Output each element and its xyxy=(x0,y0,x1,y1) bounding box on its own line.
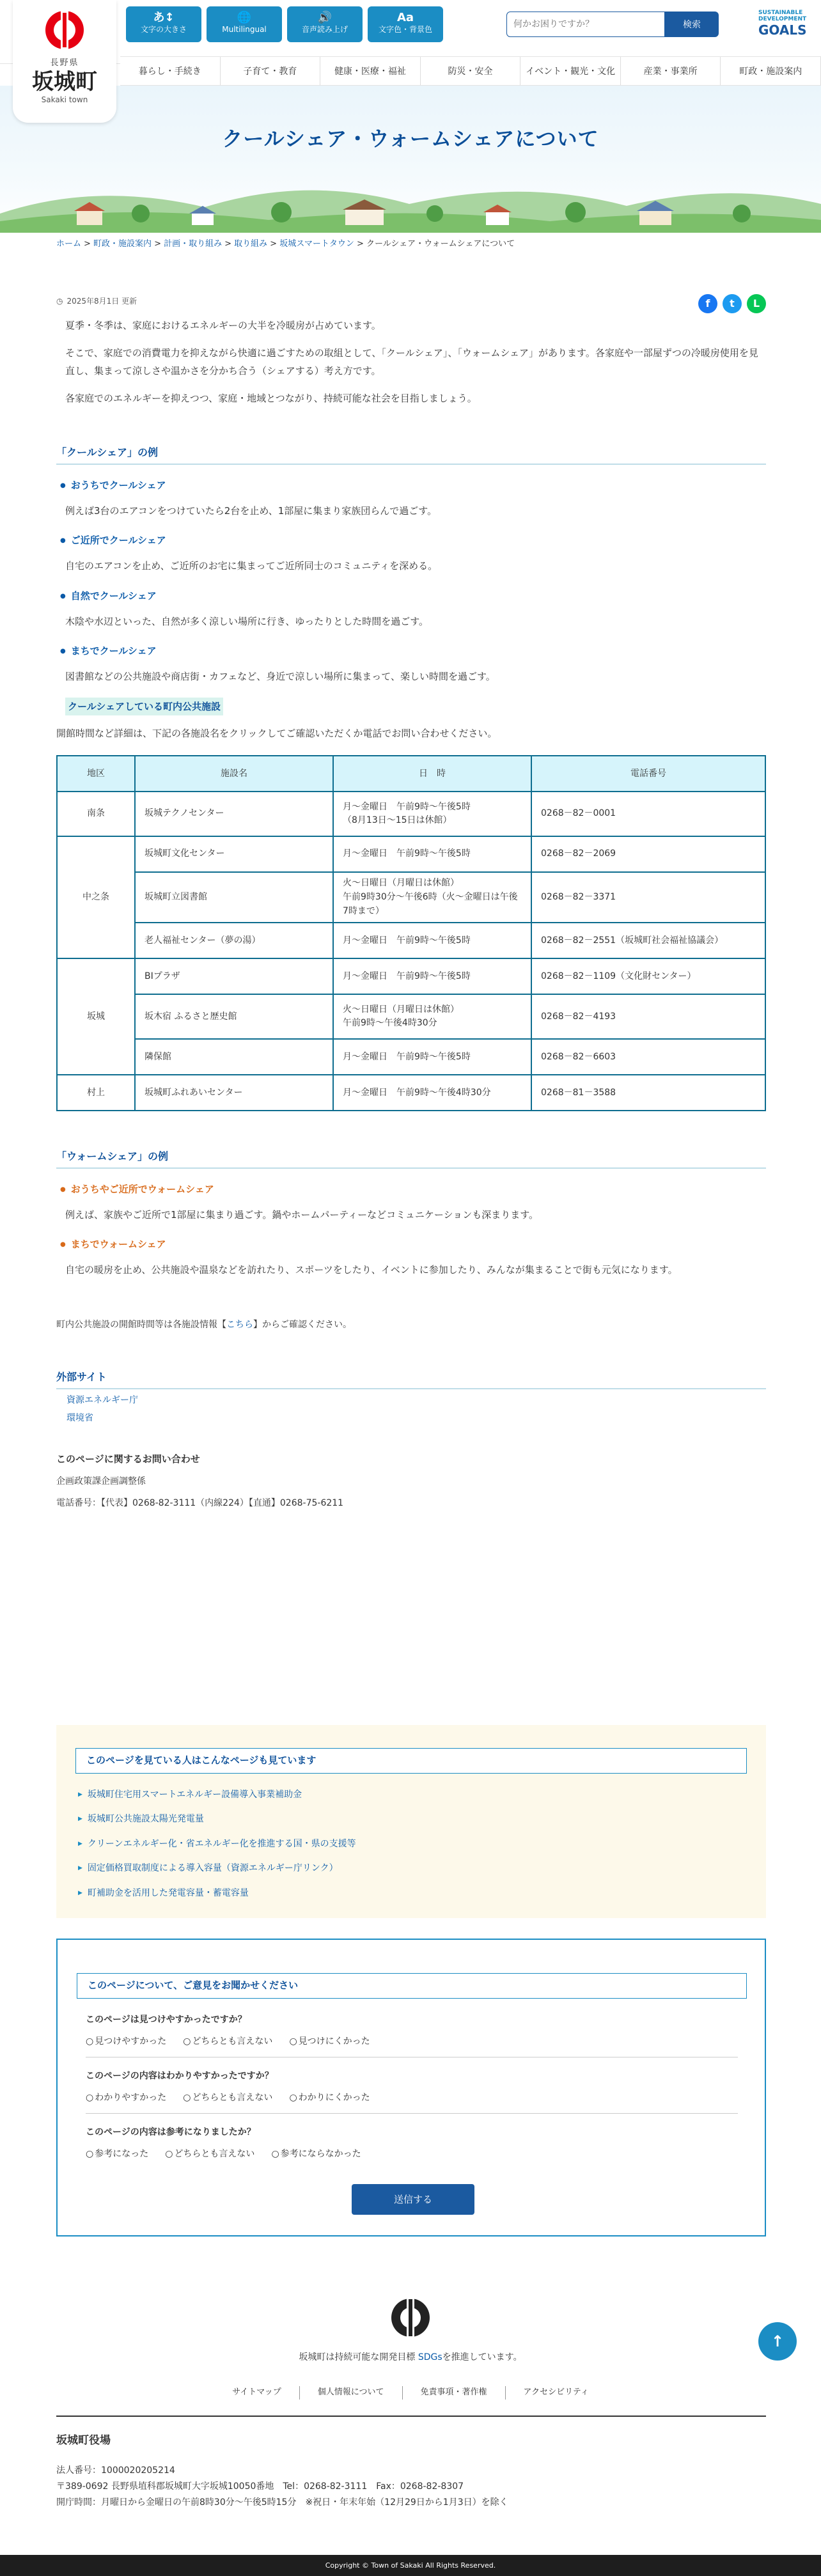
facilities-label: クールシェアしている町内公共施設 xyxy=(65,698,223,715)
sdgs-pre: 坂城町は持続可能な開発目標 xyxy=(299,2352,418,2362)
page-top-button[interactable]: ↑ xyxy=(758,2322,797,2361)
question-text: このページの内容はわかりやすかったですか？ xyxy=(86,2071,274,2081)
inquiry-title: このページに関するお問い合わせ xyxy=(56,1453,200,1465)
radio-option[interactable]: ○ どちらとも言えない xyxy=(183,2036,272,2047)
radio-option[interactable]: ○ どちらとも言えない xyxy=(165,2149,254,2159)
question-text: このページの内容は参考になりましたか？ xyxy=(86,2127,256,2137)
facility-name[interactable]: 坂城テクノセンター xyxy=(135,792,333,836)
intro-text: そこで、家庭での消費電力を抑えながら快適に過ごすための取組として、「クールシェア」、「ウォームシェア」があります。各家庭や一部屋ずつの冷暖房使用を見直し、集まって涼しさや温かさを分かち合う（シェアする）考え方です。 xyxy=(65,347,758,377)
external-link[interactable]: 資源エネルギー庁 xyxy=(66,1394,138,1405)
related-item xyxy=(78,1886,356,1900)
office-address: 〒389-0692 長野県埴科郡坂城町大字坂城10050番地 Tel：0268-82-3111 Fax：0268-82-8307 xyxy=(56,2481,464,2492)
cool-share-heading: 「クールシェア」の例 xyxy=(56,444,766,465)
intro-text: 各家庭でのエネルギーを抑えつつ、家庭・地域とつながり、持続可能な社会を目指しましょう。 xyxy=(65,392,477,404)
cool-item-desc: 自宅のエアコンを止め、ご近所のお宅に集まってご近所同士のコミュニティを深める。 xyxy=(65,560,438,572)
submit-button[interactable]: 送信する xyxy=(352,2184,474,2215)
facility-tel: 0268－82－2069 xyxy=(531,836,765,872)
globe-icon: 🌐 xyxy=(237,11,252,24)
public-note-pre: 町内公共施設の開館時間等は各施設情報【 xyxy=(56,1319,226,1330)
office-hours: 開庁時間：月曜日から金曜日の午前8時30分～午後5時15分 ※祝日・年末年始（12月29日から1月3日）を除く xyxy=(56,2497,508,2508)
external-link[interactable]: 環境省 xyxy=(66,1413,93,1424)
table-row xyxy=(57,923,765,958)
table-row xyxy=(57,1075,765,1111)
survey-question xyxy=(86,2013,738,2057)
facilities-note: 開館時間など詳細は、下記の各施設名をクリックしてご確認いただくか電話でお問い合わせください。 xyxy=(56,727,497,739)
related-heading: このページを見ている人はこんなページも見ています xyxy=(75,1748,747,1774)
speaker-icon: 🔊 xyxy=(317,11,332,24)
related-link[interactable]: 固定価格買取制度による導入容量（資源エネルギー庁リンク） xyxy=(87,1863,338,1874)
sdgs-line1: SUSTAINABLE xyxy=(758,10,803,16)
footer-divider xyxy=(56,2416,766,2417)
font-size-label: 文字の大きさ xyxy=(140,25,187,35)
radio-option[interactable]: ○ 参考にならなかった xyxy=(271,2149,361,2159)
town-mark-icon xyxy=(382,2295,439,2340)
office-name: 坂城町役場 xyxy=(56,2434,111,2447)
table-row xyxy=(57,958,765,994)
facility-name[interactable]: 隣保館 xyxy=(135,1039,333,1075)
related-item xyxy=(78,1861,356,1875)
inquiry-dept: 企画政策課企画調整係 xyxy=(56,1476,146,1487)
multilingual-label: Multilingual xyxy=(222,25,267,35)
nav-item[interactable]: 町政・施設案内 xyxy=(721,57,821,85)
survey-question xyxy=(86,2125,738,2162)
facility-tel: 0268－82－2551（坂城町社会福祉協議会） xyxy=(531,923,765,958)
table-header: 地区 xyxy=(57,756,135,792)
radio-option[interactable]: ○ 見つけやすかった xyxy=(86,2036,166,2047)
radio-option[interactable]: ○ わかりにくかった xyxy=(289,2093,370,2103)
footer-links xyxy=(0,2386,821,2400)
read-aloud-button[interactable] xyxy=(287,6,363,42)
facility-tel: 0268－81－3588 xyxy=(531,1075,765,1111)
nav-item[interactable]: 産業・事業所 xyxy=(621,57,721,85)
color-icon: Aa xyxy=(396,11,414,24)
site-footer xyxy=(0,2251,821,2576)
area-cell: 南条 xyxy=(57,792,135,836)
facility-tel: 0268－82－4193 xyxy=(531,994,765,1039)
sdgs-goals: GOALS xyxy=(758,22,807,38)
breadcrumb: ホーム > 町政・施設案内 > 計画・取り組み > 取り組み > 坂城スマートタウン > クールシェア・ウォームシェアについて xyxy=(56,239,515,249)
footer-link[interactable]: アクセシビリティ xyxy=(523,2387,589,2397)
cool-item-desc: 例えば3台のエアコンをつけていたら2台を止め、1部屋に集まり家族団らんで過ごす。 xyxy=(65,504,437,517)
related-link[interactable]: 坂城町住宅用スマートエネルギー設備導入事業補助金 xyxy=(87,1790,302,1800)
warm-item-title: ● おうちやご近所でウォームシェア xyxy=(60,1182,766,1197)
related-pages xyxy=(56,1725,766,1918)
sdgs-line2: DEVELOPMENT xyxy=(758,15,807,22)
warm-item-desc: 例えば、家族やご近所で1部屋に集まり過ごす。鍋やホームパーティーなどコミュニケーションも深まります。 xyxy=(65,1208,539,1221)
site-logo[interactable] xyxy=(13,0,116,123)
sdgs-post: を推進しています。 xyxy=(442,2352,522,2362)
cool-item-title: ● ご近所でクールシェア xyxy=(60,533,766,548)
facility-name[interactable]: 坂城町ふれあいセンター xyxy=(135,1075,333,1111)
area-cell: 坂城 xyxy=(57,958,135,1075)
facility-hours: 月～金曜日 午前9時～午後5時 （8月13日～15日は休館） xyxy=(333,792,531,836)
facility-name[interactable]: 坂木宿 ふるさと歴史館 xyxy=(135,994,333,1039)
updated-date xyxy=(56,295,766,308)
breadcrumb-link[interactable]: 坂城スマートタウン xyxy=(279,239,354,249)
facility-hours: 月～金曜日 午前9時～午後4時30分 xyxy=(333,1075,531,1111)
question-text: このページは見つけやすかったですか？ xyxy=(86,2015,247,2025)
public-note-post: 】からご確認ください。 xyxy=(253,1319,352,1330)
radio-option[interactable]: ○ わかりやすかった xyxy=(86,2093,166,2103)
related-link[interactable]: 町補助金を活用した発電容量・蓄電容量 xyxy=(87,1887,249,1898)
nav-item[interactable]: 健康・医療・福祉 xyxy=(320,57,421,85)
logo-prefecture: 長野県 xyxy=(50,58,79,68)
page-title: クールシェア・ウォームシェアについて xyxy=(222,127,599,151)
page-hero xyxy=(0,86,821,233)
facility-hours: 火～日曜日（月曜日は休館） 午前9時～午後4時30分 xyxy=(333,994,531,1039)
breadcrumb-link[interactable]: 町政・施設案内 xyxy=(93,239,152,249)
footer-link[interactable]: 個人情報について xyxy=(300,2386,403,2400)
table-row xyxy=(57,836,765,872)
facility-name[interactable]: 坂城町文化センター xyxy=(135,836,333,872)
external-sites-heading: 外部サイト xyxy=(56,1369,766,1389)
nav-item[interactable]: 防災・安全 xyxy=(421,57,521,85)
font-size-button[interactable] xyxy=(126,6,201,42)
sdgs-logo[interactable] xyxy=(758,10,807,38)
warm-item-title: ● まちでウォームシェア xyxy=(60,1237,766,1252)
multilingual-button[interactable] xyxy=(207,6,282,42)
facility-name[interactable]: 老人福祉センター（夢の湯） xyxy=(135,923,333,958)
area-cell: 中之条 xyxy=(57,836,135,958)
share-buttons xyxy=(698,294,766,313)
radio-option[interactable]: ○ 参考になった xyxy=(86,2149,148,2159)
feedback-survey xyxy=(56,1939,766,2236)
survey-heading: このページについて、ご意見をお聞かせください xyxy=(77,1973,747,1999)
related-item xyxy=(78,1788,356,1802)
facility-hours: 月～金曜日 午前9時～午後5時 xyxy=(333,958,531,994)
search-input[interactable] xyxy=(506,12,665,37)
nav-item[interactable]: イベント・観光・文化 xyxy=(520,57,621,85)
breadcrumb-current: クールシェア・ウォームシェアについて xyxy=(366,239,515,249)
logo-roman: Sakaki town xyxy=(41,95,88,105)
facility-hours: 月～金曜日 午前9時～午後5時 xyxy=(333,923,531,958)
sdgs-statement xyxy=(0,2350,821,2364)
table-row xyxy=(57,872,765,923)
facility-hours: 火～日曜日（月曜日は休館） 午前9時30分～午後6時（火～金曜日は午後7時まで） xyxy=(333,872,531,923)
facility-name[interactable]: 坂城町立図書館 xyxy=(135,872,333,923)
facility-tel: 0268－82－1109（文化財センター） xyxy=(531,958,765,994)
breadcrumb-link[interactable]: 取り組み xyxy=(234,239,268,249)
breadcrumb-link[interactable]: ホーム xyxy=(56,239,82,249)
inquiry xyxy=(56,1451,766,1511)
facebook-icon[interactable]: f xyxy=(698,294,717,313)
office-info xyxy=(56,2463,508,2511)
related-link[interactable]: クリーンエネルギー化・省エネルギー化を推進する国・県の支援等 xyxy=(87,1838,356,1849)
global-nav xyxy=(120,56,821,86)
nav-item[interactable]: 暮らし・手続き xyxy=(120,57,221,85)
line-icon[interactable]: L xyxy=(747,294,766,313)
facilities-table xyxy=(56,755,766,1111)
color-button[interactable] xyxy=(368,6,443,42)
related-link[interactable]: 坂城町公共施設太陽光発電量 xyxy=(87,1814,204,1825)
radio-option[interactable]: ○ どちらとも言えない xyxy=(183,2093,272,2103)
copyright: Copyright © Town of Sakaki All Rights Reserved. xyxy=(0,2555,821,2576)
footer-link[interactable]: サイトマップ xyxy=(214,2386,300,2400)
town-landscape-illustration xyxy=(0,169,821,233)
table-header: 施設名 xyxy=(135,756,333,792)
related-item xyxy=(78,1837,356,1851)
town-emblem-icon xyxy=(42,9,88,51)
cool-item-title: ● 自然でクールシェア xyxy=(60,588,766,604)
logo-town-name: 坂城町 xyxy=(32,68,97,95)
corp-number: 法人番号：1000020205214 xyxy=(56,2465,175,2476)
area-cell: 村上 xyxy=(57,1075,135,1111)
facility-tel: 0268－82－3371 xyxy=(531,872,765,923)
related-item xyxy=(78,1812,356,1826)
survey-question xyxy=(86,2069,738,2114)
sdgs-link[interactable]: SDGs xyxy=(418,2352,442,2362)
clock-icon: ◷ xyxy=(56,297,63,306)
table-row xyxy=(57,994,765,1039)
warm-share-heading: 「ウォームシェア」の例 xyxy=(56,1148,766,1169)
cool-item-desc: 図書館などの公共施設や商店街・カフェなど、身近で涼しい場所に集まって、楽しい時間を過ごす。 xyxy=(65,671,496,683)
facility-name[interactable]: BIプラザ xyxy=(135,958,333,994)
facility-tel: 0268－82－0001 xyxy=(531,792,765,836)
color-label: 文字色・背景色 xyxy=(378,25,432,35)
intro-text: 夏季・冬季は、家庭におけるエネルギーの大半を冷暖房が占めています。 xyxy=(65,320,381,332)
font-size-icon: あ↕ xyxy=(153,11,175,24)
updated-text: 2025年8月1日 更新 xyxy=(66,297,137,306)
cool-item-desc: 木陰や水辺といった、自然が多く涼しい場所に行き、ゆったりとした時間を過ごす。 xyxy=(65,615,429,627)
main-content xyxy=(56,288,766,1510)
table-header: 電話番号 xyxy=(531,756,765,792)
warm-item-desc: 自宅の暖房を止め、公共施設や温泉などを訪れたり、スポーツをしたり、イベントに参加したり、みんなが集まることで街も元気になります。 xyxy=(65,1264,678,1276)
table-header: 日 時 xyxy=(333,756,531,792)
public-note xyxy=(56,1318,766,1332)
facility-tel: 0268－82－6603 xyxy=(531,1039,765,1075)
external-links xyxy=(56,1393,766,1426)
cool-item-title: ● まちでクールシェア xyxy=(60,643,766,659)
breadcrumb-link[interactable]: 計画・取り組み xyxy=(164,239,223,249)
facility-hours: 月～金曜日 午前9時～午後5時 xyxy=(333,836,531,872)
read-aloud-label: 音声読み上げ xyxy=(301,25,348,35)
twitter-icon[interactable]: t xyxy=(723,294,742,313)
facility-hours: 月～金曜日 午前9時～午後5時 xyxy=(333,1039,531,1075)
cool-item-title: ● おうちでクールシェア xyxy=(60,478,766,493)
radio-option[interactable]: ○ 見つけにくかった xyxy=(289,2036,370,2047)
site-search xyxy=(506,12,719,37)
footer-link[interactable]: 免責事項・著作権 xyxy=(403,2386,506,2400)
inquiry-tel: 電話番号：【代表】0268-82-3111（内線224）【直通】0268-75-6211 xyxy=(56,1498,344,1509)
utility-buttons xyxy=(126,6,443,42)
search-button[interactable]: 検索 xyxy=(665,12,719,37)
public-note-link[interactable]: こちら xyxy=(226,1319,253,1330)
table-row xyxy=(57,1039,765,1075)
table-row xyxy=(57,792,765,836)
nav-item[interactable]: 子育て・教育 xyxy=(221,57,321,85)
